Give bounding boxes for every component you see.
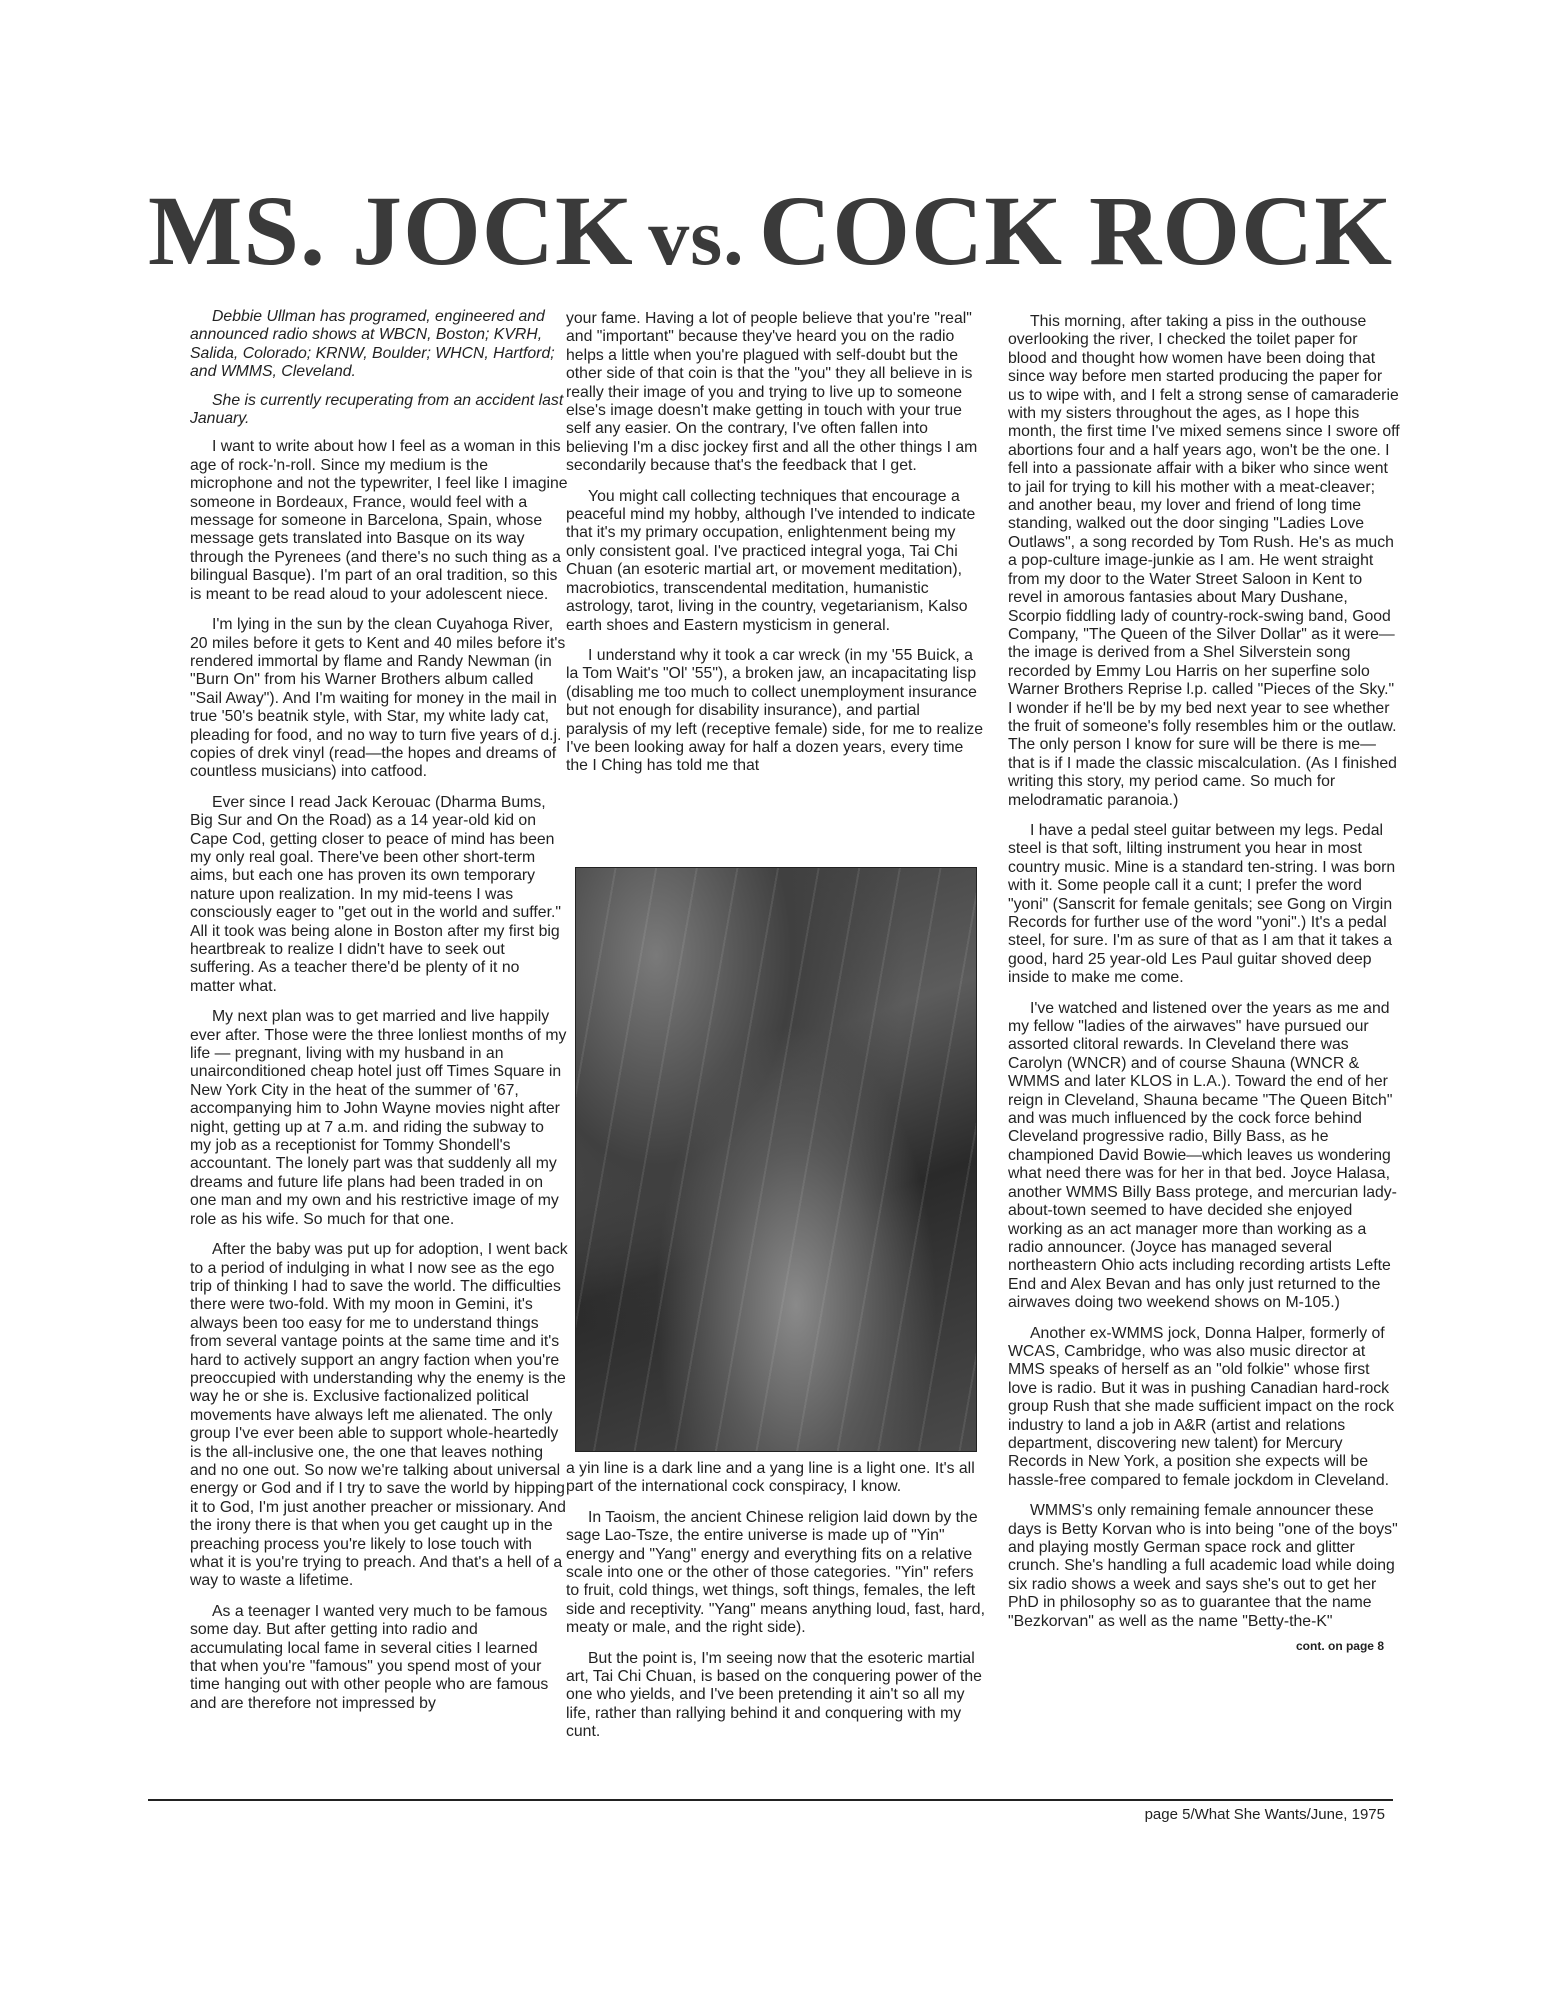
pedal-steel-photo xyxy=(575,867,977,1452)
paragraph: You might call collecting techniques that encourage a peaceful mind my hobby, although I've intended to indicate that it's my primary occupation, enlightenment being my only consistent goal. I've practiced integral yoga, Tai Chi Chuan (an esoteric martial art, or movement meditation), macrobiotics, transcendental meditation, humanistic astrology, tarot, living in the country, vegetarianism, Kalso earth shoes and Eastern mysticism in general. xyxy=(566,487,976,634)
footer-rule xyxy=(148,1799,1393,1801)
paragraph: WMMS's only remaining female announcer these days is Betty Korvan who is into being "one of the boys" and playing mostly German space rock and glitter crunch. She's handling a full academic load while doing six radio shows a week and says she's out to get her PhD in philosophy so as to guarantee that the name "Bezkorvan" as well as the name "Betty-the-K" xyxy=(1008,1502,1398,1630)
photo-texture xyxy=(576,868,976,1451)
paragraph: As a teenager I wanted very much to be famous some day. But after getting into radio and accumulating local fame in several cities I learned that when you're "famous" you spend most of your time hanging out with other people who are famous and are therefore not impressed by xyxy=(190,1602,549,1712)
paragraph: This morning, after taking a piss in the outhouse overlooking the river, I checked the toilet paper for blood and thought how women have been doing that since way before men started producing the paper for us to wipe with, and I felt a strong sense of camaraderie with my sisters throughout the ages, as I hope this month, the first time I've mixed semens since I swore off abortions four and a half years ago, won't be the one. I fell into a passionate affair with a biker who since went to jail for trying to kill his mother with a meat-cleaver; and another beau, my lover and friend of long time standing, walked out the door singing "Ladies Love Outlaws", a song recorded by Tom Rush. He's as much a pop-culture image-junkie as I am. He went straight from my door to the Water Street Saloon in Kent to revel in amorous fantasies about Mary Dushane, Scorpio fiddling lady of country-rock-swing band, Good Company, "The Queen of the Silver Dollar" as it were—the image is derived from a Shel Silverstein song recorded by Emmy Lou Harris on her superfine solo Warner Brothers Reprise l.p. called "Pieces of the Sky." I wonder if he'll be by my bed next year to see whether the fruit of someone's folly resembles him or the outlaw. The only person I know for sure will be there is me—that is if I made the classic miscalculation. (As I finished writing this story, my period came. So much for melodramatic paranoia.) xyxy=(1008,313,1400,809)
paragraph: I'm lying in the sun by the clean Cuyahoga River, 20 miles before it gets to Kent and 40 miles before it's rendered immortal by flame and Randy Newman (in "Burn On" from his Warner Brothers album called "Sail Away"). And I'm waiting for money in the mail in true '50's beatnik style, with Star, my white lady cat, pleading for food, and no way to turn five years of d.j. copies of drek vinyl (read—the hopes and dreams of countless musicians) into catfood. xyxy=(190,616,566,781)
paragraph: a yin line is a dark line and a yang line is a light one. It's all part of the international cock conspiracy, I know. xyxy=(566,1460,975,1496)
paragraph: After the baby was put up for adoption, I went back to a period of indulging in what I now see as the ego trip of thinking I had to save the world. The difficulties there were two-fold. With my moon in Gemini, it's always been too easy for me to understand things from several vantage points at the same time and it's hard to actively support an angry faction when you're preoccupied with understanding why the enemy is the way he or she is. Exclusive factionalized political movements have always left me alienated. The only group I've ever been able to support whole-heartedly is the all-inclusive one, the one that leaves nothing and no one out. So now we're talking about universal energy or God and if I try to save the world by hipping it to God, I'm just another preacher or missionary. And the irony there is that when you get caught up in the preaching process you're likely to lose touch with what it is you're trying to preach. And that's a hell of a way to waste a lifetime. xyxy=(190,1241,568,1590)
headline-left: MS. JOCK xyxy=(148,175,634,286)
paragraph: your fame. Having a lot of people believe that you're "real" and "important" because they've heard you on the radio helps a little when you're plagued with self-doubt but the other side of that coin is that the "you" they all believe in is really their image of you and trying to live up to someone else's image doesn't make getting in touch with your true self any easier. On the contrary, I've often fallen into believing I'm a disc jockey first and all the other things I am secondarily because that's the feedback that I get. xyxy=(566,310,978,475)
paragraph: Another ex-WMMS jock, Donna Halper, formerly of WCAS, Cambridge, who was also music director at MMS speaks of herself as an "old folkie" whose first love is radio. But it was in pushing Canadian hard-rock group Rush that she made sufficient impact on the rock industry to land a job in A&R (artist and relations department, discovering new talent) for Mercury Records in New York, a position she expects will be hassle-free compared to female jockdom in Cleveland. xyxy=(1008,1324,1395,1489)
paragraph: I have a pedal steel guitar between my legs. Pedal steel is that soft, lilting instrument you hear in most country music. Mine is a standard ten-string. I was born with it. Some people call it a cunt; I prefer the word "yoni" (Sanscrit for female genitals; see Gong on Virgin Records for further use of the word "yoni".) It's a pedal steel, for sure. I'm as sure of that as I am that it takes a good, hard 25 year-old Les Paul guitar shoved deep inside to make me come. xyxy=(1008,821,1396,987)
paragraph: Ever since I read Jack Kerouac (Dharma Bums, Big Sur and On the Road) as a 14 year-old kid on Cape Cod, getting closer to peace of mind has been my only real goal. There've been other short-term aims, but each one has proven its own temporary nature upon realization. In my mid-teens I was consciously eager to "get out in the world and suffer." All it took was being alone in Boston after my first big heartbreak to realize I didn't have to seek out suffering. As a teacher there'd be plenty of it no matter what. xyxy=(190,793,561,995)
author-note: She is currently recuperating from an accident last January. xyxy=(190,391,564,428)
paragraph: My next plan was to get married and live happily ever after. Those were the three lonliest months of my life — pregnant, living with my husband in an unairconditioned cheap hotel just off Times Square in New York City in the heat of the summer of '67, accompanying him to John Wayne movies night after night, getting up at 7 a.m. and riding the subway to my job as a receptionist for Tommy Shondell's accountant. The lonely part was that suddenly all my dreams and future life plans had been traded in on one man and my own and his restrictive image of my role as his wife. So much for that one. xyxy=(190,1008,567,1228)
paragraph: But the point is, I'm seeing now that the esoteric martial art, Tai Chi Chuan, is based on the conquering power of the one who yields, and I've been pretending it ain't so all my life, rather than rallying behind it and conquering with my cunt. xyxy=(566,1649,982,1741)
headline-vs: vs. xyxy=(648,191,745,282)
headline xyxy=(148,168,1393,293)
continued-note: cont. on page 8 xyxy=(1295,1639,1384,1654)
column-2-bottom xyxy=(566,1460,986,1754)
paragraph: I've watched and listened over the years as me and my fellow "ladies of the airwaves" have pursued our assorted clitoral rewards. In Cleveland there was Carolyn (WNCR) and of course Shauna (WNCR & WMMS and later KLOS in L.A.). Toward the end of her reign in Cleveland, Shauna became "The Queen Bitch" and was much influenced by the cock force behind Cleveland progressive radio, Billy Bass, as he championed David Bowie—which leaves us wondering what need there was for her in that bed. Joyce Halasa, another WMMS Billy Bass protege, and mercurian lady-about-town seemed to have decided she enjoyed working as an act manager more than working as a radio announcer. (Joyce has managed several northeastern Ohio acts including recording artists Lefte End and Alex Bevan and has only just returned to the airwaves doing two weekend shows on M-105.) xyxy=(1008,999,1397,1312)
paragraph: I want to write about how I feel as a woman in this age of rock-'n-roll. Since my medium is the microphone and not the typewriter, I feel like I imagine someone in Bordeaux, France, would feel with a message for someone in Barcelona, Spain, whose message gets translated into Basque on its way through the Pyrenees (and there's no such thing as a bilingual Basque). I'm part of an oral tradition, so this is meant to be read aloud to your adolescent niece. xyxy=(190,438,568,603)
paragraph: In Taoism, the ancient Chinese religion laid down by the sage Lao-Tsze, the entire universe is made up of "Yin" energy and "Yang" energy and everything fits on a relative scale into one or the other of those categories. "Yin" refers to fruit, cold things, wet things, soft things, females, the left side and receptivity. "Yang" means anything loud, fast, hard, meaty or male, and the right side). xyxy=(566,1508,985,1637)
column-2-top xyxy=(566,310,986,788)
column-1 xyxy=(190,308,568,1725)
column-3 xyxy=(1008,313,1400,1655)
author-bio: Debbie Ullman has programed, engineered and announced radio shows at WBCN, Boston; KVRH, Salida, Colorado; KRNW, Boulder; WHCN, Hartford; and WMMS, Cleveland. xyxy=(190,308,555,381)
paragraph: I understand why it took a car wreck (in my '55 Buick, a la Tom Wait's "Ol' '55"), a broken jaw, an incapacitating lisp (disabling me too much to collect unemployment insurance but not enough for disability insurance), and partial paralysis of my left (receptive female) side, for me to realize I've been looking away for half a dozen years, every time the I Ching has told me that xyxy=(566,646,984,775)
page-footer: page 5/What She Wants/June, 1975 xyxy=(1144,1806,1385,1823)
headline-right: COCK ROCK xyxy=(759,175,1393,286)
